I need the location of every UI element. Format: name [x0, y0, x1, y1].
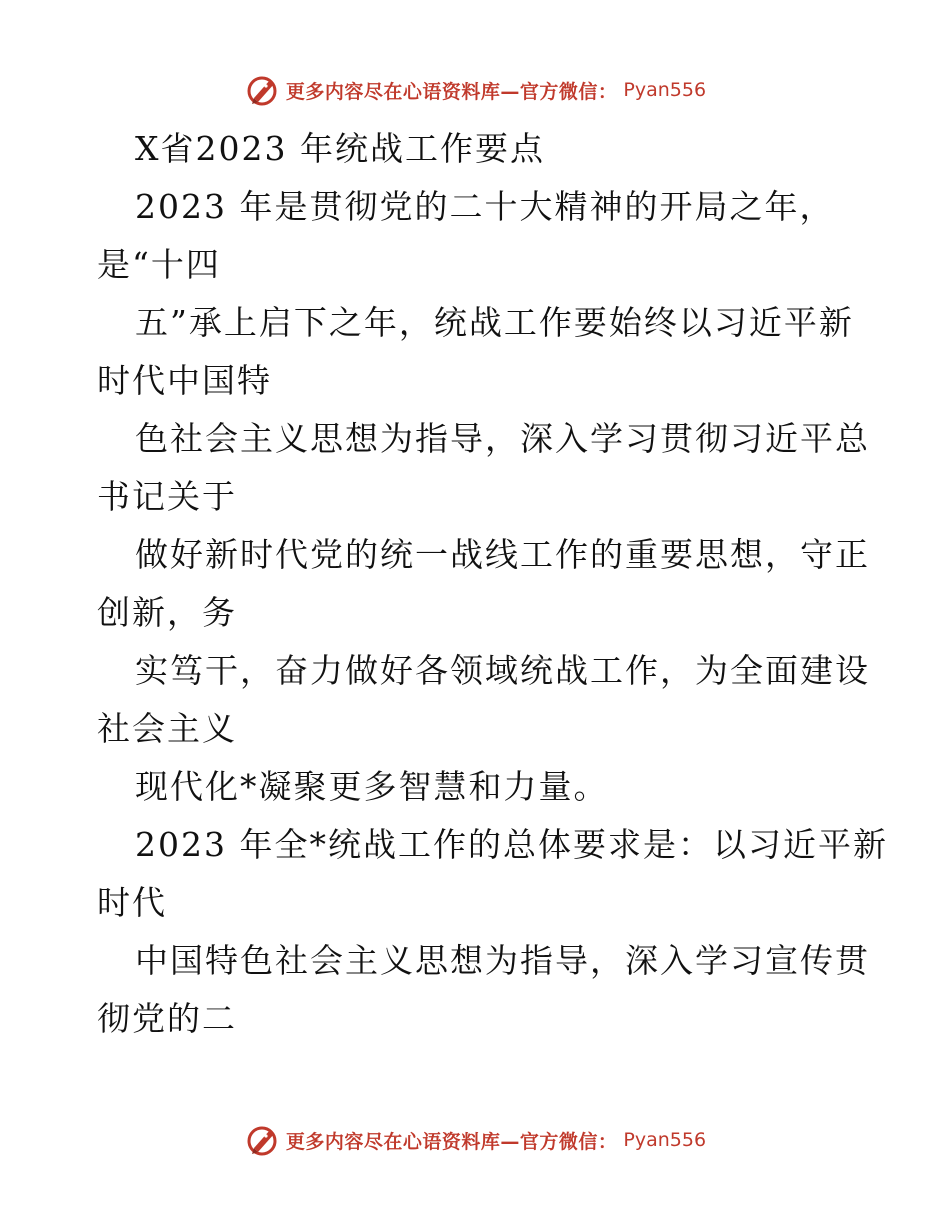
text-line: 实笃干，奋力做好各领域统战工作，为全面建设 — [135, 651, 870, 690]
text-line: 现代化*凝聚更多智慧和力量。 — [135, 767, 609, 806]
text-line: 时代 — [97, 883, 167, 922]
footer-watermark-banner — [0, 1120, 950, 1160]
text-line: 色社会主义思想为指导，深入学习贯彻习近平总 — [135, 419, 870, 458]
pen-logo-icon — [244, 1122, 280, 1158]
pen-logo-icon — [244, 72, 280, 108]
banner-text: 更多内容尽在心语资料库—官方微信： — [285, 80, 618, 103]
text-line: 做好新时代党的统一战线工作的重要思想，守正 — [135, 535, 870, 574]
banner-wechat-id: Pyan556 — [623, 1129, 707, 1151]
header-watermark-banner — [0, 70, 950, 110]
text-line: 2023 年全*统战工作的总体要求是：以习近平新 — [135, 825, 888, 864]
document-body — [97, 120, 888, 1048]
banner-wechat-id: Pyan556 — [623, 79, 707, 101]
text-line: 书记关于 — [97, 477, 237, 516]
text-line: 2023 年是贯彻党的二十大精神的开局之年， — [135, 187, 835, 226]
text-line: 时代中国特 — [97, 361, 272, 400]
banner-text: 更多内容尽在心语资料库—官方微信： — [285, 1130, 618, 1153]
text-line: 中国特色社会主义思想为指导，深入学习宣传贯 — [135, 941, 870, 980]
document-title: X省2023 年统战工作要点 — [135, 129, 545, 168]
text-line: 是“十四 — [97, 245, 221, 284]
text-line: 五”承上启下之年，统战工作要始终以习近平新 — [135, 303, 854, 342]
text-line: 彻党的二 — [97, 999, 237, 1038]
text-line: 创新，务 — [97, 593, 237, 632]
text-line: 社会主义 — [97, 709, 237, 748]
